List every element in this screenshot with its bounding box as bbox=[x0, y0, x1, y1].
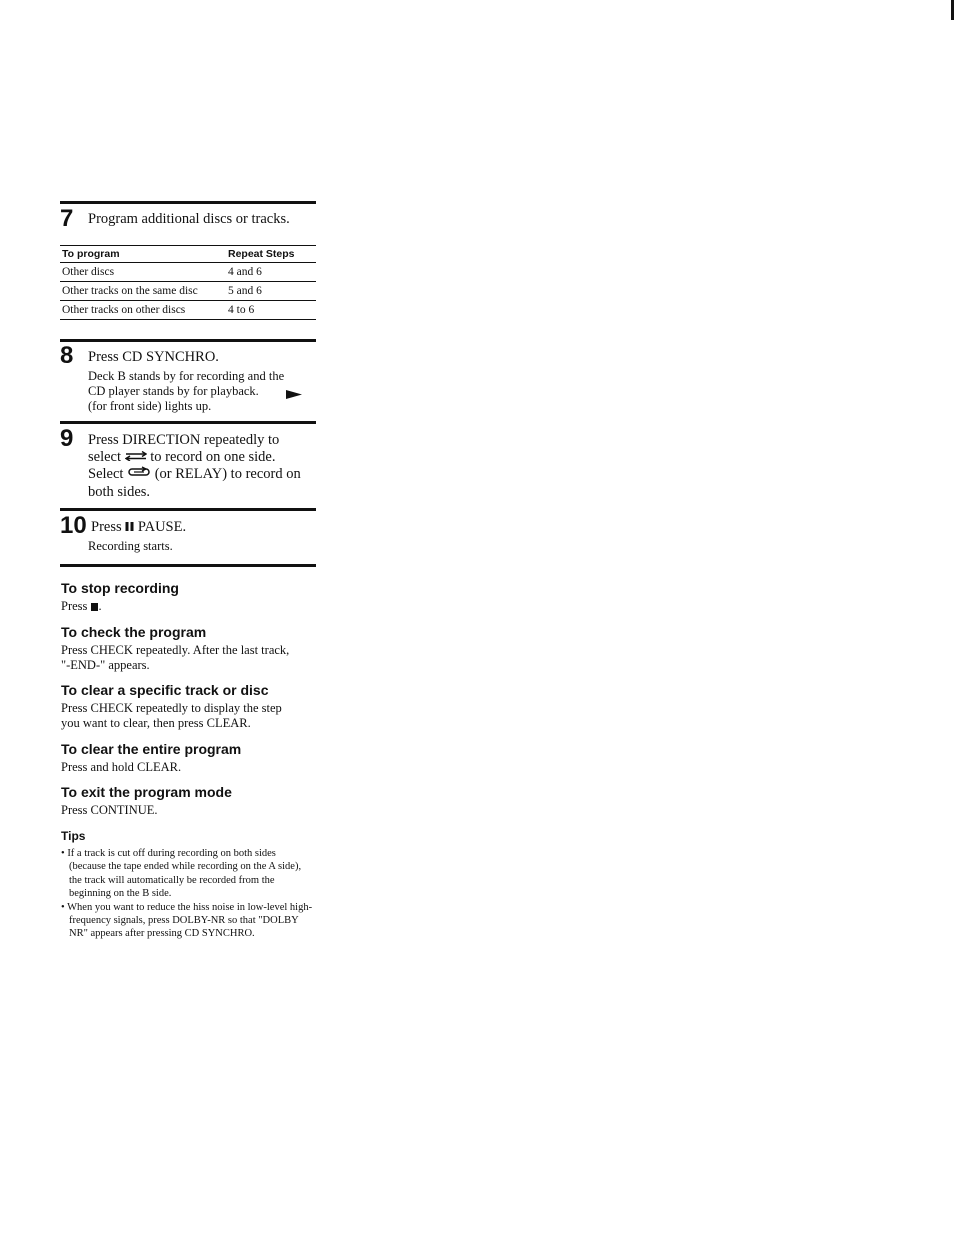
table-cell: 4 and 6 bbox=[224, 263, 316, 282]
tips-list bbox=[61, 847, 313, 941]
check-program-text-2: "-END-" appears. bbox=[61, 658, 150, 672]
one-way-direction-icon bbox=[125, 449, 147, 466]
step-9-line-3 bbox=[88, 466, 316, 483]
step-10-number: 10 bbox=[60, 512, 87, 539]
table-cell: Other discs bbox=[60, 263, 224, 282]
step-10-subtext: Recording starts. bbox=[88, 539, 173, 553]
stop-square-icon bbox=[91, 600, 99, 615]
stop-recording-post: . bbox=[98, 599, 102, 613]
check-program-heading: To check the program bbox=[61, 624, 207, 640]
check-program-text-1: Press CHECK repeatedly. After the last track, bbox=[61, 643, 290, 657]
step-8-subtext-2-text: CD player stands by for playback. bbox=[88, 384, 259, 398]
table-cell: 5 and 6 bbox=[224, 282, 316, 301]
list-item: • When you want to reduce the hiss noise in low-level high-frequency signals, press DOLBY-NR so that "DOLBY NR" appears after pressing CD SYNCHRO. bbox=[61, 901, 313, 940]
clear-specific-heading: To clear a specific track or disc bbox=[61, 682, 269, 698]
step-8-text: Press CD SYNCHRO. bbox=[88, 349, 219, 365]
table-cell: Other tracks on the same disc bbox=[60, 282, 224, 301]
step-7-number: 7 bbox=[60, 205, 74, 232]
step-10-text-post: PAUSE. bbox=[137, 519, 187, 535]
step-9-line-3-pre: Select bbox=[88, 466, 124, 482]
step-8-subtext-1: Deck B stands by for recording and the bbox=[88, 369, 285, 383]
table-row bbox=[60, 263, 316, 282]
exit-program-text: Press CONTINUE. bbox=[61, 803, 158, 817]
step-9-line-2-post: to record on one side. bbox=[150, 449, 276, 465]
step-9-line-2 bbox=[88, 449, 316, 466]
step-9-rule bbox=[60, 421, 316, 424]
pause-icon bbox=[125, 519, 134, 536]
step-8-subtext-2 bbox=[88, 384, 259, 399]
table-header-repeat-steps: Repeat Steps bbox=[224, 246, 316, 263]
step-8-subtext-3: (for front side) lights up. bbox=[88, 399, 212, 413]
list-item: • If a track is cut off during recording on both sides (because the tape ended while recording on the A side), the track will automatically be recorded from the beginning on the B side. bbox=[61, 848, 302, 900]
program-table bbox=[60, 245, 316, 320]
stop-recording-text bbox=[61, 599, 317, 615]
step-9-line-1: Press DIRECTION repeatedly to bbox=[88, 432, 280, 448]
tips-heading: Tips bbox=[61, 829, 86, 843]
step-10-text-pre: Press bbox=[91, 519, 122, 535]
table-row bbox=[60, 282, 316, 301]
clear-specific-text-2: you want to clear, then press CLEAR. bbox=[61, 716, 251, 730]
step-8-number: 8 bbox=[60, 342, 74, 369]
step-7-text: Program additional discs or tracks. bbox=[88, 211, 290, 227]
step-9-number: 9 bbox=[60, 425, 74, 452]
step-8-rule bbox=[60, 339, 316, 342]
table-row bbox=[60, 301, 316, 320]
clear-entire-text: Press and hold CLEAR. bbox=[61, 760, 182, 774]
step-10-rule bbox=[60, 508, 316, 511]
step-9-line-3-post: (or RELAY) to record on bbox=[154, 466, 301, 482]
stop-recording-heading: To stop recording bbox=[61, 580, 179, 596]
relay-direction-icon bbox=[127, 466, 151, 483]
exit-program-heading: To exit the program mode bbox=[61, 784, 232, 800]
table-header-to-program: To program bbox=[60, 246, 224, 263]
clear-specific-text-1: Press CHECK repeatedly to display the step bbox=[61, 701, 282, 715]
stop-recording-pre: Press bbox=[61, 599, 88, 613]
step-7-rule bbox=[60, 201, 316, 204]
step-9-line-2-pre: select bbox=[88, 449, 122, 465]
clear-entire-heading: To clear the entire program bbox=[61, 741, 242, 757]
table-cell: Other tracks on other discs bbox=[60, 301, 224, 320]
step-10-end-rule bbox=[60, 564, 316, 567]
step-10-text bbox=[91, 519, 319, 536]
tip-2-text: When you want to reduce the hiss noise in low-level high-frequency signals, press DOLBY-NR so that "DOLBY NR" appears after pressing CD SYNCHRO. bbox=[67, 901, 313, 940]
tip-1-text: If a track is cut off during recording on both sides (because the tape ended while recording on the A side), the track will automatically be recorded from the beginning on the B side. bbox=[67, 848, 302, 900]
table-header-row bbox=[60, 246, 316, 263]
step-9-line-4: both sides. bbox=[88, 484, 151, 500]
table-cell: 4 to 6 bbox=[224, 301, 316, 320]
